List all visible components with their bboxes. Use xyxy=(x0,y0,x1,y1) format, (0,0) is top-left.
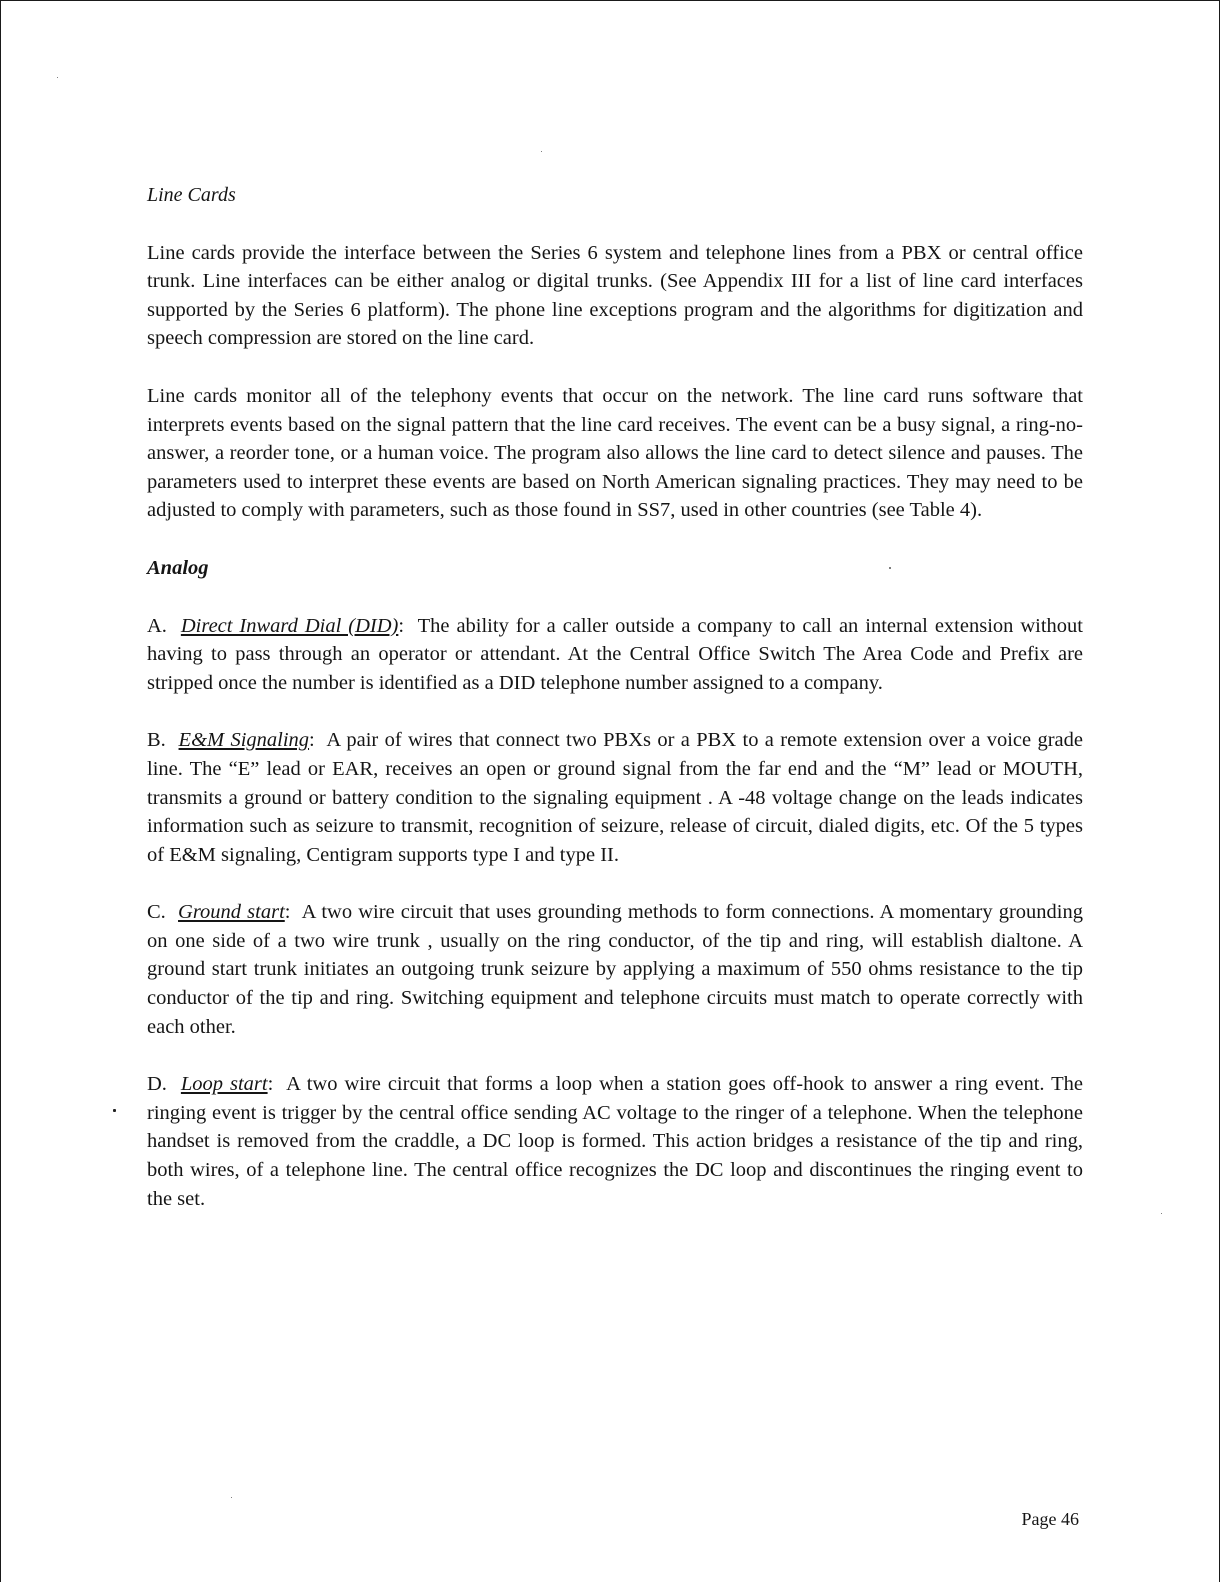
item-separator: : xyxy=(267,1073,274,1096)
section-heading-line-cards: Line Cards xyxy=(147,184,236,206)
section-heading-analog: Analog xyxy=(147,556,209,579)
item-text: A two wire circuit that uses grounding methods to form connections. A momentary grounding on one side of a two wire trunk , usually on the ring conductor, of the tip and ring, will establish dialtone. A ground start trunk initiates an outgoing trunk seizure by applying a maximum of 550 ohms resistance to the tip conductor of the tip and ring. Switching equipment and telephone circuits must match to operate correctly with each other. xyxy=(147,901,1083,1038)
item-letter: D. xyxy=(147,1073,167,1096)
item-separator: : xyxy=(398,614,405,637)
item-letter: C. xyxy=(147,901,166,924)
scan-speck xyxy=(231,1497,232,1498)
definition-item-did xyxy=(147,612,1083,698)
item-text: A pair of wires that connect two PBXs or a PBX to a remote extension over a voice grade line. The “E” lead or EAR, receives an open or ground signal from the far end and the “M” lead or MOUTH, transmits a ground or battery condition to the signaling equipment . A -48 voltage change on the leads indicates information such as seizure to transmit, recognition of seizure, release of circuit, dialed digits, etc. Of the 5 types of E&M signaling, Centigram supports type I and type II. xyxy=(147,729,1083,866)
definition-item-loop-start xyxy=(147,1070,1083,1213)
paragraph-line-cards-events: Line cards monitor all of the telephony events that occur on the network. The line card runs software that interprets events based on the signal pattern that the line card receives. The event can be a busy signal, a ring-no-answer, a reorder tone, or a human voice. The program also allows the line card to detect silence and pauses. The parameters used to interpret these events are based on North American signaling practices. They may need to be adjusted to comply with parameters, such as those found in SS7, used in other countries (see Table 4). xyxy=(147,384,1083,522)
item-term: Ground start xyxy=(178,901,285,924)
item-separator: : xyxy=(309,729,315,752)
item-text: A two wire circuit that forms a loop when a station goes off-hook to answer a ring event. The ringing event is trigger by the central office sending AC voltage to the ringer of a telephone. When the telephone handset is removed from the craddle, a DC loop is formed. This action bridges a resistance of the tip and ring, both wires, of a telephone line. The central office recognizes the DC loop and discontinues the ringing event to the set. xyxy=(147,1073,1083,1210)
page-content xyxy=(147,181,1083,1213)
item-letter: B. xyxy=(147,729,166,752)
item-term: Loop start xyxy=(180,1073,268,1096)
item-letter: A. xyxy=(147,614,167,637)
scan-speck xyxy=(113,1109,116,1112)
item-separator: : xyxy=(284,901,291,924)
scan-speck xyxy=(57,77,58,78)
item-term: E&M Signaling xyxy=(178,729,310,752)
definition-item-ground-start xyxy=(147,898,1083,1041)
item-term: Direct Inward Dial (DID) xyxy=(180,614,399,637)
definition-item-em-signaling xyxy=(147,726,1083,869)
paragraph-line-cards-intro: Line cards provide the interface between the Series 6 system and telephone lines from a PBX or central office trunk. Line interfaces can be either analog or digital trunks. (See Appendix III for a list of line card interfaces supported by the Series 6 platform). The phone line exceptions program and the algorithms for digitization and speech compression are stored on the line card. xyxy=(147,241,1083,350)
scan-speck xyxy=(541,151,542,152)
page-number: Page 46 xyxy=(1021,1509,1079,1529)
scan-speck xyxy=(889,567,891,569)
scan-speck xyxy=(1161,1213,1162,1214)
item-text: The ability for a caller outside a company to call an internal extension without having to pass through an operator or attendant. At the Central Office Switch The Area Code and Prefix are stripped once the number is identified as a DID telephone number assigned to a company. xyxy=(147,614,1083,694)
